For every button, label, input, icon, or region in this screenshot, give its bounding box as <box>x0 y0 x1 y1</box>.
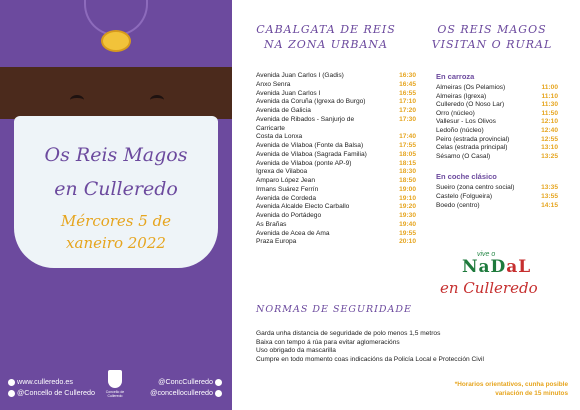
stop-place: Sueiro (zona centro social) <box>436 184 515 192</box>
stop-time: 13:10 <box>541 144 558 152</box>
stop-time: 17:10 <box>399 98 416 106</box>
security-list <box>256 330 566 365</box>
logo-big-part1: NaD <box>462 257 507 277</box>
stop-time: 19:20 <box>399 203 416 211</box>
carroza-stop-row <box>436 153 558 162</box>
stop-time: 11:10 <box>541 92 558 100</box>
clasico-stop-row <box>436 202 558 211</box>
instagram-link[interactable]: @concelloculleredo <box>150 388 213 397</box>
carroza-stop-row <box>436 144 558 153</box>
urban-stop-row <box>256 221 416 230</box>
stop-time: 11:50 <box>541 109 558 117</box>
carroza-stop-row <box>436 136 558 145</box>
instagram-icon <box>215 390 222 397</box>
urban-stop-row <box>256 238 416 247</box>
schedule-note-line1: *Horarios orientativos, cunha posible <box>454 381 568 388</box>
urban-heading-line2: NA ZONA URBANA <box>264 38 388 51</box>
stop-time: 18:05 <box>399 150 416 158</box>
stop-time: 16:55 <box>399 89 416 97</box>
stop-place: Avenida Juan Carlos I (Gadis) <box>256 72 344 79</box>
stop-time: 13:55 <box>541 192 558 200</box>
crest-icon <box>108 370 122 388</box>
stop-place: Avenida de Acea de Ama <box>256 229 330 237</box>
urban-stop-row <box>256 142 416 151</box>
stop-place: Avenida do Portádego <box>256 212 322 219</box>
stop-place: Ledoño (núcleo) <box>436 126 484 134</box>
stop-time: 18:15 <box>399 159 416 167</box>
urban-stop-row <box>256 212 416 221</box>
clasico-heading: En coche clásico <box>436 172 497 182</box>
stop-time: 18:30 <box>399 168 416 176</box>
stop-time: 12:40 <box>541 126 558 134</box>
carroza-stop-row <box>436 127 558 136</box>
urban-stop-row <box>256 177 416 186</box>
security-rule: Cumpre en todo momento coas indicacións da Policía Local e Protección Civil <box>256 356 484 364</box>
stop-place: Avenida da Coruña (Igrexa do Burgo) <box>256 98 366 106</box>
right-eye <box>150 95 164 105</box>
logo-sub-text: en Culleredo <box>440 279 538 297</box>
clasico-list <box>436 184 558 210</box>
stop-place: Boedo (centro) <box>436 201 480 209</box>
poster-date-line2: xaneiro 2022 <box>66 234 166 252</box>
stop-place: Avenida de Vilaboa (ponte AP-9) <box>256 159 352 167</box>
stop-time: 14:15 <box>541 201 558 209</box>
globe-icon <box>8 379 15 386</box>
stop-time: 16:30 <box>399 72 416 79</box>
stop-place: Avenida Juan Carlos I <box>256 89 321 97</box>
urban-stop-row <box>256 195 416 204</box>
stop-time: 19:40 <box>399 220 416 228</box>
stop-time: 19:30 <box>399 212 416 219</box>
stop-time: 11:30 <box>541 101 558 109</box>
carroza-stop-row <box>436 93 558 102</box>
poster-date-line1: Mércores 5 de <box>60 212 172 230</box>
gold-brooch <box>101 30 131 52</box>
carroza-stop-row <box>436 101 558 110</box>
carroza-stop-row <box>436 118 558 127</box>
urban-stop-row <box>256 98 416 107</box>
stop-place: Almeiras (Os Pelamios) <box>436 84 506 91</box>
urban-stop-row <box>256 203 416 212</box>
urban-stop-row <box>256 133 416 142</box>
stop-place: Culleredo (O Noso Lar) <box>436 101 505 109</box>
footer-right <box>150 376 224 398</box>
stop-place: Sésamo (O Casal) <box>436 152 491 160</box>
stop-time: 18:50 <box>399 177 416 184</box>
stop-place: Celas (estrada principal) <box>436 144 508 152</box>
stop-time: 17:40 <box>399 133 416 141</box>
left-eye <box>70 95 84 105</box>
stop-place: Avenida de Cordeda <box>256 194 317 202</box>
stop-place: Amparo López Jean <box>256 177 316 184</box>
poster-title-line1: Os Reis Magos <box>44 144 188 166</box>
urban-stop-row <box>256 116 416 134</box>
carroza-heading: En carroza <box>436 72 475 81</box>
stop-place: Orro (núcleo) <box>436 109 475 117</box>
schedule-note-line2: variación de 15 minutos <box>495 389 568 397</box>
stop-place: Avenida Alcalde Electo Carballo <box>256 203 350 211</box>
stop-time: 19:55 <box>399 229 416 237</box>
facebook-icon <box>8 390 15 397</box>
stop-place: Avenida de Vilaboa (Sagrada Familia) <box>256 150 367 158</box>
security-rule: Garda unha distancia de seguridade de polo menos 1,5 metros <box>256 330 441 337</box>
schedule-note <box>455 381 568 398</box>
stop-time: 20:10 <box>399 238 416 246</box>
poster-panel <box>0 0 232 410</box>
urban-stop-row <box>256 230 416 239</box>
stop-time: 12:55 <box>541 135 558 143</box>
stop-place: Anxo Senra <box>256 80 291 88</box>
carroza-stop-row <box>436 84 558 93</box>
clasico-stop-row <box>436 193 558 202</box>
security-rule: Baixa con tempo á rúa para evitar aglomeracións <box>256 338 400 346</box>
stop-place: Vallesur - Los Olivos <box>436 118 496 126</box>
stop-place: Igrexa de Vilaboa <box>256 168 308 176</box>
stop-time: 11:00 <box>541 84 558 91</box>
stop-time: 17:55 <box>399 142 416 149</box>
security-heading: NORMAS DE SEGURIDADE <box>256 304 412 315</box>
urban-stop-row <box>256 160 416 169</box>
stop-time: 16:45 <box>399 80 416 88</box>
website-link[interactable]: www.culleredo.es <box>17 377 73 386</box>
rural-heading-line1: OS REIS MAGOS <box>437 23 547 36</box>
logo-big-part2: aL <box>506 257 532 277</box>
security-rule: Uso obrigado da mascarilla <box>256 347 336 355</box>
stop-place: As Brañas <box>256 220 287 228</box>
carroza-stop-row <box>436 110 558 119</box>
stop-place: Costa da Lonxa <box>256 133 303 141</box>
urban-stop-row <box>256 90 416 99</box>
stop-time: 19:10 <box>399 194 416 202</box>
stop-place: Castelo (Folgueira) <box>436 192 493 200</box>
rural-heading-line2: VISITAN O RURAL <box>431 38 553 51</box>
urban-route-list <box>256 72 416 247</box>
stop-place: Avenida de Galicia <box>256 107 311 114</box>
stop-time: 17:20 <box>399 107 416 114</box>
urban-heading <box>256 22 396 52</box>
stop-time: 19:00 <box>399 185 416 193</box>
facebook-link[interactable]: @Concello de Culleredo <box>17 388 96 397</box>
urban-stop-row <box>256 151 416 160</box>
poster-title-line2: en Culleredo <box>54 178 178 200</box>
stop-time: 12:10 <box>541 118 558 126</box>
urban-heading-line1: CABALGATA DE REIS <box>256 23 396 36</box>
logo-big-text <box>462 257 531 277</box>
stop-place: Avenida de Vilaboa (Fonte da Balsa) <box>256 142 364 149</box>
stop-time: 13:25 <box>541 152 558 160</box>
urban-stop-row <box>256 186 416 195</box>
stop-place: Irmans Suárez Ferrín <box>256 185 319 193</box>
clasico-stop-row <box>436 184 558 193</box>
twitter-link[interactable]: @ConcCulleredo <box>158 377 213 386</box>
urban-stop-row <box>256 168 416 177</box>
rural-route-list <box>436 72 558 210</box>
urban-stop-row <box>256 107 416 116</box>
nadal-logo <box>436 251 562 305</box>
stop-time: 17:30 <box>399 115 416 123</box>
stop-place: Praza Europa <box>256 238 297 246</box>
carroza-list <box>436 84 558 161</box>
logo-small-text: vive o <box>477 251 496 258</box>
rural-heading <box>426 22 558 52</box>
stop-place: Almeiras (Igrexa) <box>436 92 487 100</box>
crest-label: Concello de Culleredo <box>105 390 125 398</box>
urban-stop-row <box>256 72 416 81</box>
urban-stop-row <box>256 81 416 90</box>
footer-left <box>6 376 95 398</box>
stop-time: 13:35 <box>541 184 558 192</box>
stop-place: Avenida de Ribados - Sanjurjo de Carricarte <box>256 115 355 132</box>
stop-place: Peiro (estrada provincial) <box>436 135 510 143</box>
twitter-icon <box>215 379 222 386</box>
king-hair <box>0 67 232 119</box>
